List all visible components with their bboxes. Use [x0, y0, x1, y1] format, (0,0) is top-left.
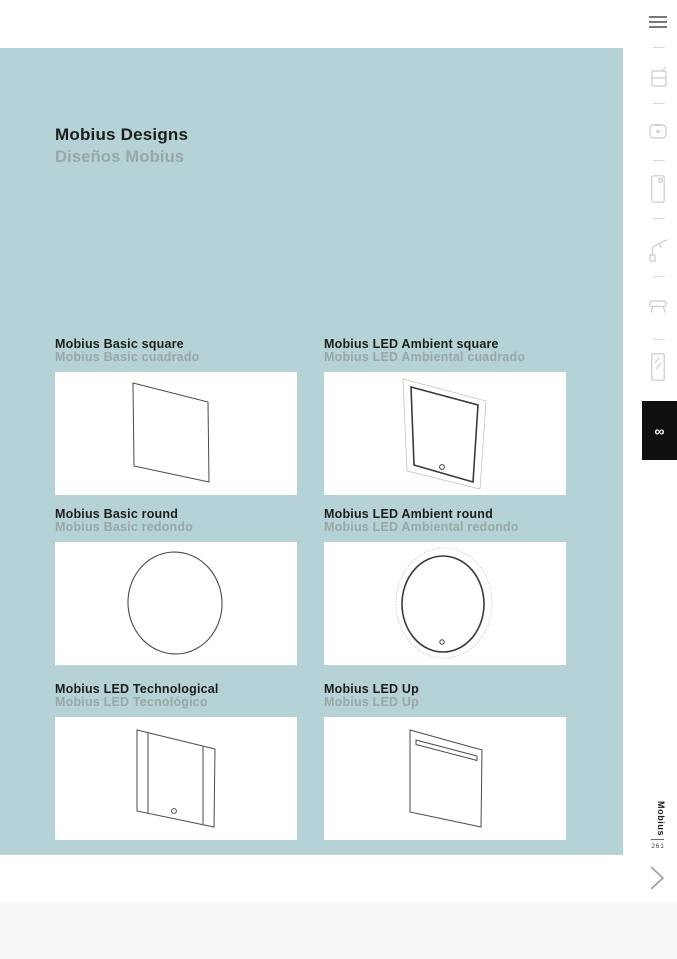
product-name-es: Mobius LED Tecnológico	[55, 695, 208, 709]
product-basic-round	[55, 508, 297, 665]
mirror-icon[interactable]	[651, 353, 665, 386]
faucet-icon[interactable]	[648, 238, 669, 267]
rail-divider	[653, 103, 665, 104]
square-up-mirror-drawing	[324, 717, 566, 840]
product-card	[324, 542, 566, 665]
round-mirror-drawing	[55, 542, 297, 665]
square-mirror-drawing	[55, 372, 297, 495]
toilet-icon[interactable]	[650, 66, 668, 93]
round-led-mirror-drawing	[324, 542, 566, 665]
bench-icon[interactable]	[649, 299, 667, 319]
product-card	[324, 717, 566, 840]
product-led-ambient-square	[324, 338, 566, 495]
page-header	[55, 124, 188, 168]
rail-divider	[653, 47, 665, 48]
product-name-es: Mobius LED Ambiental redondo	[324, 520, 519, 534]
product-led-ambient-round	[324, 508, 566, 665]
page-margin	[0, 855, 677, 903]
rail-divider	[653, 339, 665, 340]
product-name: Mobius LED Ambient square	[324, 337, 499, 351]
product-led-up	[324, 683, 566, 840]
section-label: Mobius	[656, 801, 666, 837]
product-card	[55, 717, 297, 840]
product-led-technological	[55, 683, 297, 840]
product-name: Mobius Basic round	[55, 507, 179, 521]
washbasin-icon[interactable]	[649, 122, 667, 145]
bathtub-icon[interactable]	[651, 175, 665, 208]
product-name: Mobius Basic square	[55, 337, 184, 351]
product-basic-square	[55, 338, 297, 495]
product-name-es: Mobius Basic cuadrado	[55, 350, 200, 364]
product-name: Mobius LED Ambient round	[324, 507, 493, 521]
product-name: Mobius LED Technological	[55, 682, 219, 696]
page-number: 261	[651, 843, 665, 850]
infinity-icon: ∞	[654, 422, 665, 439]
rail-divider	[653, 218, 665, 219]
page-number-divider	[651, 839, 664, 840]
product-name-es: Mobius LED Ambiental cuadrado	[324, 350, 526, 364]
active-section-tab-mobius[interactable]	[642, 401, 677, 460]
page-title: Mobius Designs	[55, 125, 189, 144]
product-name-es: Mobius Basic redondo	[55, 520, 194, 534]
product-name: Mobius LED Up	[324, 682, 419, 696]
next-page-button[interactable]	[646, 864, 668, 897]
menu-icon[interactable]	[649, 15, 667, 34]
product-card	[324, 372, 566, 495]
content-panel	[0, 48, 623, 855]
product-name-es: Mobius LED Up	[324, 695, 419, 709]
rail-divider	[653, 160, 665, 161]
footer-band	[0, 903, 677, 959]
page-subtitle: Diseños Mobius	[55, 148, 185, 166]
rail-divider	[653, 276, 665, 277]
product-card	[55, 372, 297, 495]
product-card	[55, 542, 297, 665]
square-led-mirror-drawing	[324, 372, 566, 495]
chevron-right-icon	[646, 864, 668, 892]
square-tech-mirror-drawing	[55, 717, 297, 840]
